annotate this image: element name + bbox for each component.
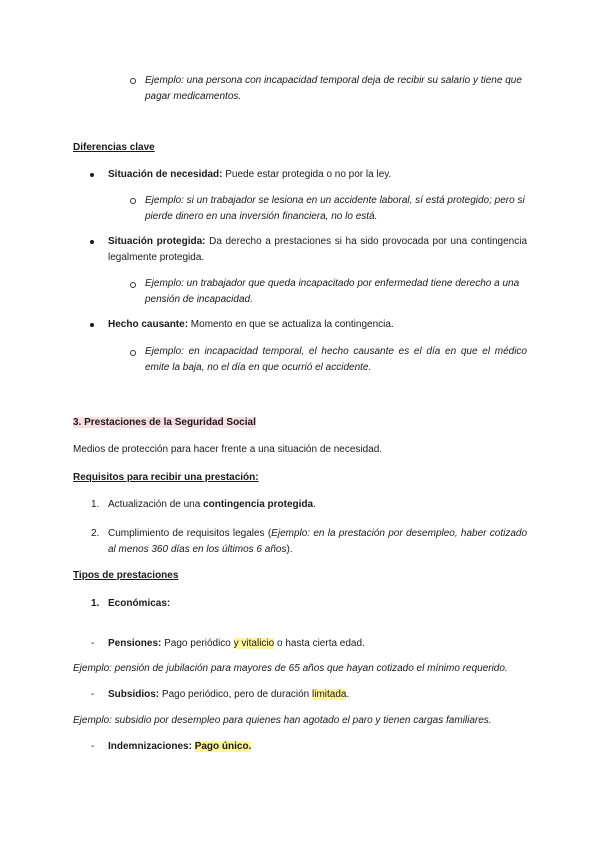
dash-bullet: -: [91, 638, 95, 649]
term-description: Da derecho a prestaciones si ha sido provocada por una contingencia: [205, 236, 528, 247]
subsection-heading: Tipos de prestaciones: [73, 570, 179, 581]
item-italic: Ejemplo: en la prestación por desempleo, haber cotizado: [271, 528, 528, 539]
section-intro: Medios de protección para hacer frente a una situación de necesidad.: [73, 444, 383, 455]
item-text: Pago periódico, pero de duración: [159, 689, 313, 700]
term: Situación de necesidad:: [108, 169, 223, 180]
item-text: .: [346, 689, 350, 700]
item-text: .: [313, 499, 316, 510]
circle-bullet-icon: [130, 198, 136, 204]
numbered-item-number: 1.: [91, 598, 100, 609]
highlighted-text: Pago único.: [194, 741, 252, 752]
example-text: Ejemplo: una persona con incapacidad temporal deja de recibir su salario y tiene que: [145, 75, 522, 86]
term: Subsidios:: [108, 689, 160, 700]
numbered-item: [108, 498, 316, 512]
item-text: Actualización de una: [108, 499, 204, 510]
item-italic: al menos 360 días en los últimos 6 años: [108, 544, 287, 555]
section-title-highlight: 3. Prestaciones de la Seguridad Social: [73, 417, 256, 428]
example-text: Ejemplo: pensión de jubilación para mayores de 65 años que hayan cotizado el mínimo requerido.: [73, 663, 508, 674]
bullet-icon: [90, 323, 94, 327]
term: Situación protegida:: [108, 236, 206, 247]
term: Pensiones:: [108, 638, 162, 649]
item-text: o hasta cierta edad.: [274, 638, 365, 649]
list-item-continuation: legalmente protegida.: [108, 252, 205, 263]
dash-bullet: -: [91, 741, 95, 752]
section-title: [73, 416, 256, 430]
highlighted-text: limitada: [312, 689, 347, 700]
numbered-item: [108, 527, 527, 541]
term-description: Momento en que se actualiza la contingencia.: [188, 319, 394, 330]
numbered-item-number: 1.: [91, 499, 100, 510]
dash-item: [108, 688, 349, 702]
numbered-item-number: 2.: [91, 528, 100, 539]
list-item: [108, 318, 394, 332]
term: Hecho causante:: [108, 319, 189, 330]
list-item: [108, 168, 391, 182]
numbered-item: Económicas:: [108, 598, 171, 609]
item-text: Pago periódico: [161, 638, 234, 649]
example-text: pensión de incapacidad.: [145, 294, 253, 305]
example-text: pagar medicamentos.: [145, 91, 242, 102]
subsection-heading: Requisitos para recibir una prestación:: [73, 472, 259, 483]
dash-item: [108, 740, 251, 754]
highlighted-text: y vitalicio: [233, 638, 275, 649]
dash-bullet: -: [91, 689, 95, 700]
item-bold: contingencia protegida: [203, 499, 314, 510]
example-text: Ejemplo: un trabajador que queda incapacitado por enfermedad tiene derecho a una: [145, 278, 520, 289]
dash-item: [108, 637, 365, 651]
term-description: Puede estar protegida o no por la ley.: [222, 169, 392, 180]
example-text: Ejemplo: en incapacidad temporal, el hecho causante es el día en que el médico: [145, 346, 527, 357]
section-heading: Diferencias clave: [73, 142, 155, 153]
bullet-icon: [90, 240, 94, 244]
numbered-item-continuation: [108, 543, 293, 557]
example-text: Ejemplo: si un trabajador se lesiona en un accidente laboral, sí está protegido; pero si: [145, 195, 525, 206]
term: Indemnizaciones:: [108, 741, 192, 752]
bullet-icon: [90, 173, 94, 177]
example-text: emite la baja, no el día en que ocurrió el accidente.: [145, 362, 372, 373]
item-text: ).: [286, 544, 293, 555]
circle-bullet-icon: [130, 350, 136, 356]
item-text: Cumplimiento de requisitos legales (: [108, 528, 272, 539]
example-text: Ejemplo: subsidio por desempleo para quienes han agotado el paro y tienen cargas familiares.: [73, 715, 492, 726]
circle-bullet-icon: [130, 282, 136, 288]
list-item: [108, 235, 527, 249]
example-text: pierde dinero en una inversión financiera, no lo está.: [145, 211, 378, 222]
circle-bullet-icon: [130, 78, 136, 84]
